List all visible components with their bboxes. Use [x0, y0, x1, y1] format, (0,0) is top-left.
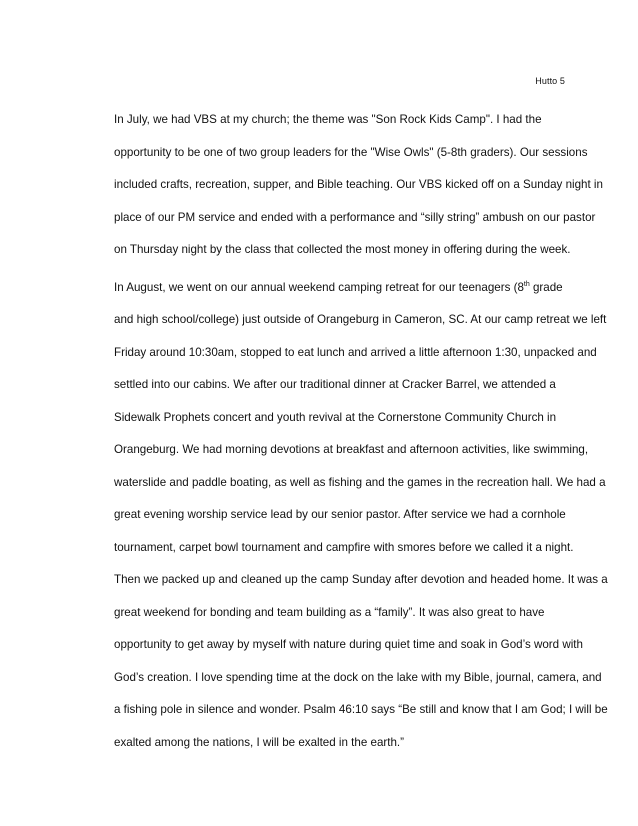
- text-line: Orangeburg. We had morning devotions at breakfast and afternoon activities, like swimming,: [114, 443, 589, 456]
- document-body: [76, 104, 608, 759]
- text-run: grade: [529, 280, 563, 294]
- paragraph-camping-retreat: [76, 272, 608, 760]
- text-line: Sidewalk Prophets concert and youth revival at the Cornerstone Community Church in: [114, 410, 557, 424]
- text-line-first: [76, 272, 568, 305]
- ordinal-superscript: th: [523, 280, 530, 288]
- text-line: opportunity to get away by myself with nature during quiet time and soak in God’s word with: [114, 638, 583, 651]
- text-line: Friday around 10:30am, stopped to eat lunch and arrived a little afternoon 1:30, unpacked and: [114, 345, 597, 359]
- text-line: waterslide and paddle boating, as well as fishing and the games in the recreation hall. We had a: [114, 475, 606, 489]
- text-line: tournament, carpet bowl tournament and campfire with smores before we called it a night.: [114, 540, 574, 554]
- text-line: great evening worship service lead by our senior pastor. After service we had a cornhole: [114, 508, 566, 521]
- text-line: opportunity to be one of two group leaders for the "Wise Owls" (5-8th graders). Our sessions: [114, 145, 588, 159]
- text-line: on Thursday night by the class that collected the most money in offering during the week.: [114, 243, 571, 256]
- text-line: Then we packed up and cleaned up the camp Sunday after devotion and headed home. It was a: [114, 573, 608, 586]
- text-line: included crafts, recreation, supper, and Bible teaching. Our VBS kicked off on a Sunday night in: [114, 178, 603, 191]
- text-line: and high school/college) just outside of Orangeburg in Cameron, SC. At our camp retreat we left: [114, 313, 607, 326]
- page-number-header: Hutto 5: [535, 76, 565, 86]
- text-line: a fishing pole in silence and wonder. Psalm 46:10 says “Be still and know that I am God; I will be: [114, 703, 608, 716]
- text-line: In July, we had VBS at my church; the theme was "Son Rock Kids Camp". I had the: [114, 113, 542, 126]
- text-line: exalted among the nations, I will be exalted in the earth.”: [114, 735, 405, 749]
- text-line: settled into our cabins. We after our traditional dinner at Cracker Barrel, we attended a: [114, 378, 556, 391]
- text-line: great weekend for bonding and team building as a “family”. It was also great to have: [114, 605, 545, 619]
- text-line: God’s creation. I love spending time at the dock on the lake with my Bible, journal, camera, and: [114, 670, 602, 684]
- text-run: In August, we went on our annual weekend camping retreat for our teenagers (8: [114, 280, 524, 294]
- text-line: place of our PM service and ended with a performance and “silly string” ambush on our pastor: [114, 210, 596, 224]
- paragraph-vbs: [76, 104, 603, 267]
